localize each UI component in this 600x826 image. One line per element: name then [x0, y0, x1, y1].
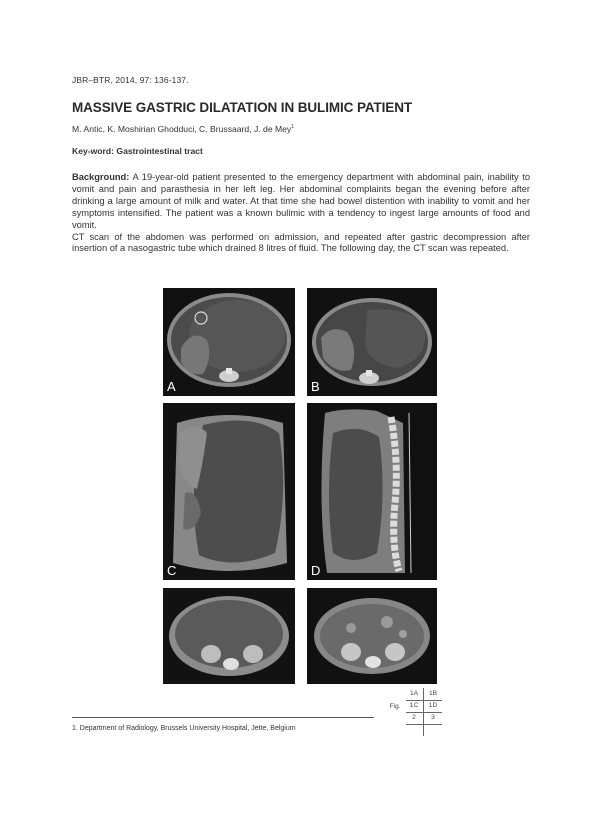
author-names: M. Antic, K. Moshirian Ghodduci, C. Brussaard, J. de Mey: [72, 124, 292, 134]
background-paragraph: [72, 172, 530, 232]
footnote-rule: [72, 717, 374, 718]
ct-image-1b-graphic: [307, 288, 437, 396]
ct-paragraph: CT scan of the abdomen was performed on admission, and repeated after gastric decompression after insertion of a nasogastric tube which drained 8 litres of fluid. The following day, the CT scan was repeated.: [72, 231, 530, 254]
journal-reference: JBR–BTR, 2014, 97: 136-137.: [72, 75, 189, 85]
ct-image-1c: [163, 403, 295, 580]
figure-key-2: 2: [412, 714, 416, 721]
figure-label-c: C: [167, 563, 177, 578]
figure-key-1b: 1B: [428, 690, 438, 697]
ct-image-1c-graphic: [163, 403, 295, 580]
author-footnote-mark: 1: [291, 124, 295, 131]
figure-key-1d: 1D: [428, 702, 438, 709]
author-list: [72, 124, 294, 134]
background-text: A 19-year-old patient presented to the emergency department with abdominal pain, inability to vomit and pain and parasthesia in her left leg. Her abdominal complaints began the evening before after drinking a large amount of milk and water. At that time she had bowel distention with inability to vomit and her symptoms intensified. The patient was a known bulimic with a tendency to ingest large amounts of food and vomit.: [72, 172, 530, 230]
figure-key-label: Fig.: [389, 703, 401, 710]
article-body: [72, 172, 530, 255]
figure-key: [389, 688, 442, 736]
figure-key-1c: 1C: [409, 702, 419, 709]
ct-image-1d: [307, 403, 437, 580]
figure-label-d: D: [311, 563, 321, 578]
ct-image-3: [307, 588, 437, 684]
background-label: Background:: [72, 172, 130, 182]
ct-image-1b: [307, 288, 437, 396]
ct-image-1a: [163, 288, 295, 396]
ct-image-1d-graphic: [307, 403, 437, 580]
figure-key-rule-3: [406, 724, 442, 725]
keyword-line: [72, 146, 203, 156]
ct-image-2: [163, 588, 295, 684]
article-title: MASSIVE GASTRIC DILATATION IN BULIMIC PATIENT: [72, 100, 412, 115]
ct-image-3-graphic: [307, 588, 437, 684]
figure-key-1a: 1A: [409, 690, 419, 697]
keyword-label: Key-word:: [72, 146, 115, 156]
affiliation-footnote: 1. Department of Radiology, Brussels University Hospital, Jette, Belgium: [72, 725, 296, 732]
keyword-value: Gastrointestinal tract: [116, 146, 203, 156]
figure-label-b: B: [311, 379, 320, 394]
figure-key-3: 3: [431, 714, 435, 721]
figure-label-a: A: [167, 379, 176, 394]
ct-image-1a-graphic: [163, 288, 295, 396]
ct-image-2-graphic: [163, 588, 295, 684]
